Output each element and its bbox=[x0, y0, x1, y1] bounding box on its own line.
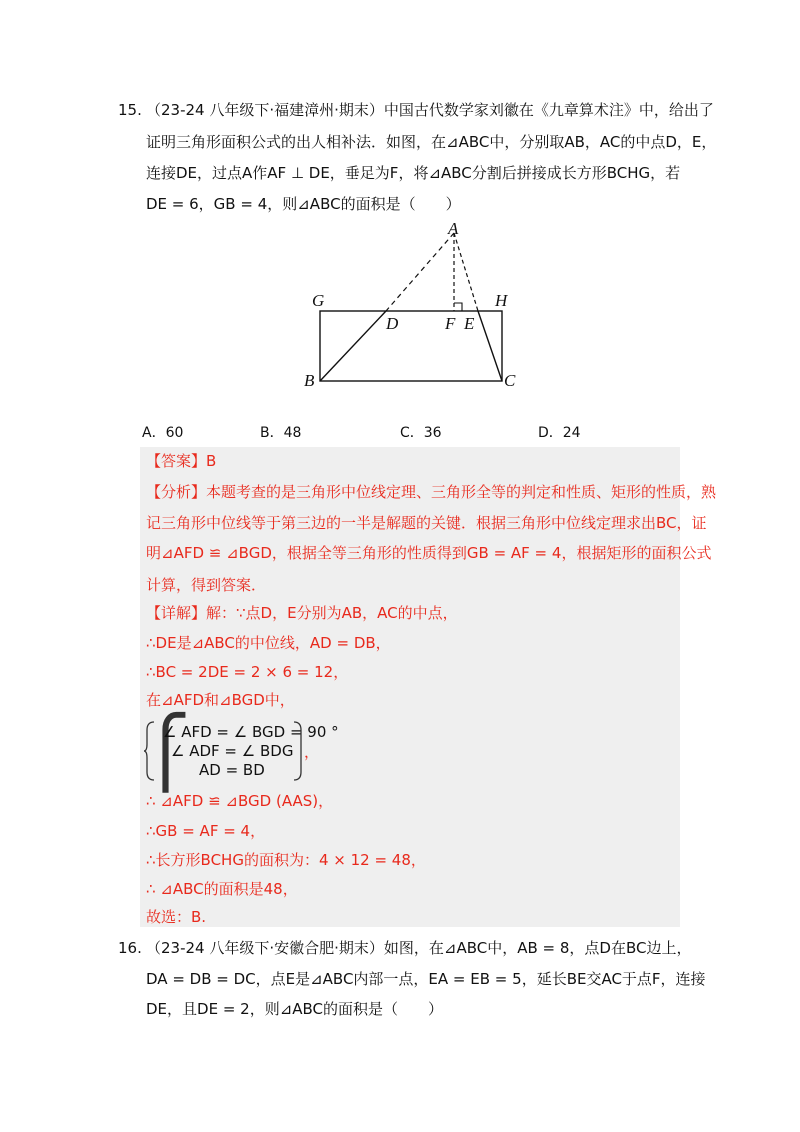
q15-number: 15. bbox=[118, 101, 142, 119]
q16-number: 16. bbox=[118, 939, 142, 957]
step-6: ∴长方形BCHG的面积为：4 × 12 = 48， bbox=[146, 851, 426, 869]
step-5: ∴GB = AF = 4， bbox=[146, 822, 266, 840]
geometry-figure bbox=[290, 220, 530, 400]
q16-text-line2: DA = DB = DC，点E是⊿ABC内部一点，EA = EB = 5，延长BE交AC于点F，连接 bbox=[146, 970, 706, 988]
rectangle-bchg bbox=[320, 311, 502, 381]
label-h: H bbox=[495, 291, 508, 310]
q16-text-line3: DE，且DE = 2，则⊿ABC的面积是（ ） bbox=[146, 1000, 444, 1018]
segment-ae bbox=[454, 233, 478, 311]
option-d: D．24 bbox=[538, 425, 581, 441]
option-a: A．60 bbox=[142, 425, 184, 441]
step-1: ∴DE是⊿ABC的中位线，AD = DB， bbox=[146, 634, 391, 652]
label-g: G bbox=[312, 291, 325, 310]
label-f: F bbox=[445, 314, 456, 333]
step-7: ∴ ⊿ABC的面积是48， bbox=[146, 880, 298, 898]
system-end-mark: ， bbox=[304, 743, 320, 761]
label-e: E bbox=[464, 314, 475, 333]
segment-ec bbox=[478, 311, 502, 381]
analysis-line1: 【分析】本题考查的是三角形中位线定理、三角形全等的判定和性质、矩形的性质，熟 bbox=[146, 483, 717, 501]
q15-text-line1: （23-24 八年级下·福建漳州·期末）中国古代数学家刘徽在《九章算术注》中，给出了 bbox=[146, 101, 714, 119]
label-c: C bbox=[504, 371, 516, 390]
answer-line: 【答案】B bbox=[146, 452, 217, 470]
label-d: D bbox=[386, 314, 399, 333]
label-b: B bbox=[304, 371, 315, 390]
option-b: B．48 bbox=[260, 425, 302, 441]
q15-text-line4: DE = 6，GB = 4，则⊿ABC的面积是（ ） bbox=[146, 195, 461, 213]
q15-text-line3: 连接DE，过点A作AF ⊥ DE，垂足为F，将⊿ABC分割后拼接成长方形BCHG，若 bbox=[146, 164, 681, 182]
q15-text-line2: 证明三角形面积公式的出人相补法．如图，在⊿ABC中，分别取AB，AC的中点D，E， bbox=[146, 133, 717, 151]
right-angle-mark bbox=[454, 303, 462, 311]
system-left-brace: ⎧ bbox=[140, 714, 191, 790]
segment-db bbox=[320, 311, 386, 381]
analysis-line3: 明⊿AFD ≌ ⊿BGD，根据全等三角形的性质得到GB = AF = 4，根据矩形的面积公式 bbox=[146, 544, 712, 562]
system-braces bbox=[144, 720, 314, 782]
label-a: A bbox=[448, 220, 459, 238]
segment-ad bbox=[386, 233, 454, 311]
step-3: 在⊿AFD和⊿BGD中， bbox=[146, 691, 295, 709]
detail-line: 【详解】解：∵点D，E分别为AB，AC的中点， bbox=[146, 604, 458, 622]
step-8: 故选：B. bbox=[146, 908, 207, 926]
system-eq1: ∠ AFD = ∠ BGD = 90 ° bbox=[163, 723, 339, 741]
q16-text-line1: （23-24 八年级下·安徽合肥·期末）如图，在⊿ABC中，AB = 8，点D在BC边上， bbox=[146, 939, 692, 957]
option-c: C．36 bbox=[400, 425, 442, 441]
system-eq3: AD = BD bbox=[199, 761, 265, 779]
analysis-line4: 计算，得到答案． bbox=[146, 576, 267, 594]
system-eq2: ∠ ADF = ∠ BDG bbox=[171, 742, 294, 760]
step-4: ∴ ⊿AFD ≌ ⊿BGD (AAS)， bbox=[146, 792, 334, 810]
analysis-line2: 记三角形中位线等于第三边的一半是解题的关键．根据三角形中位线定理求出BC，证 bbox=[146, 514, 707, 532]
step-2: ∴BC = 2DE = 2 × 6 = 12， bbox=[146, 663, 349, 681]
